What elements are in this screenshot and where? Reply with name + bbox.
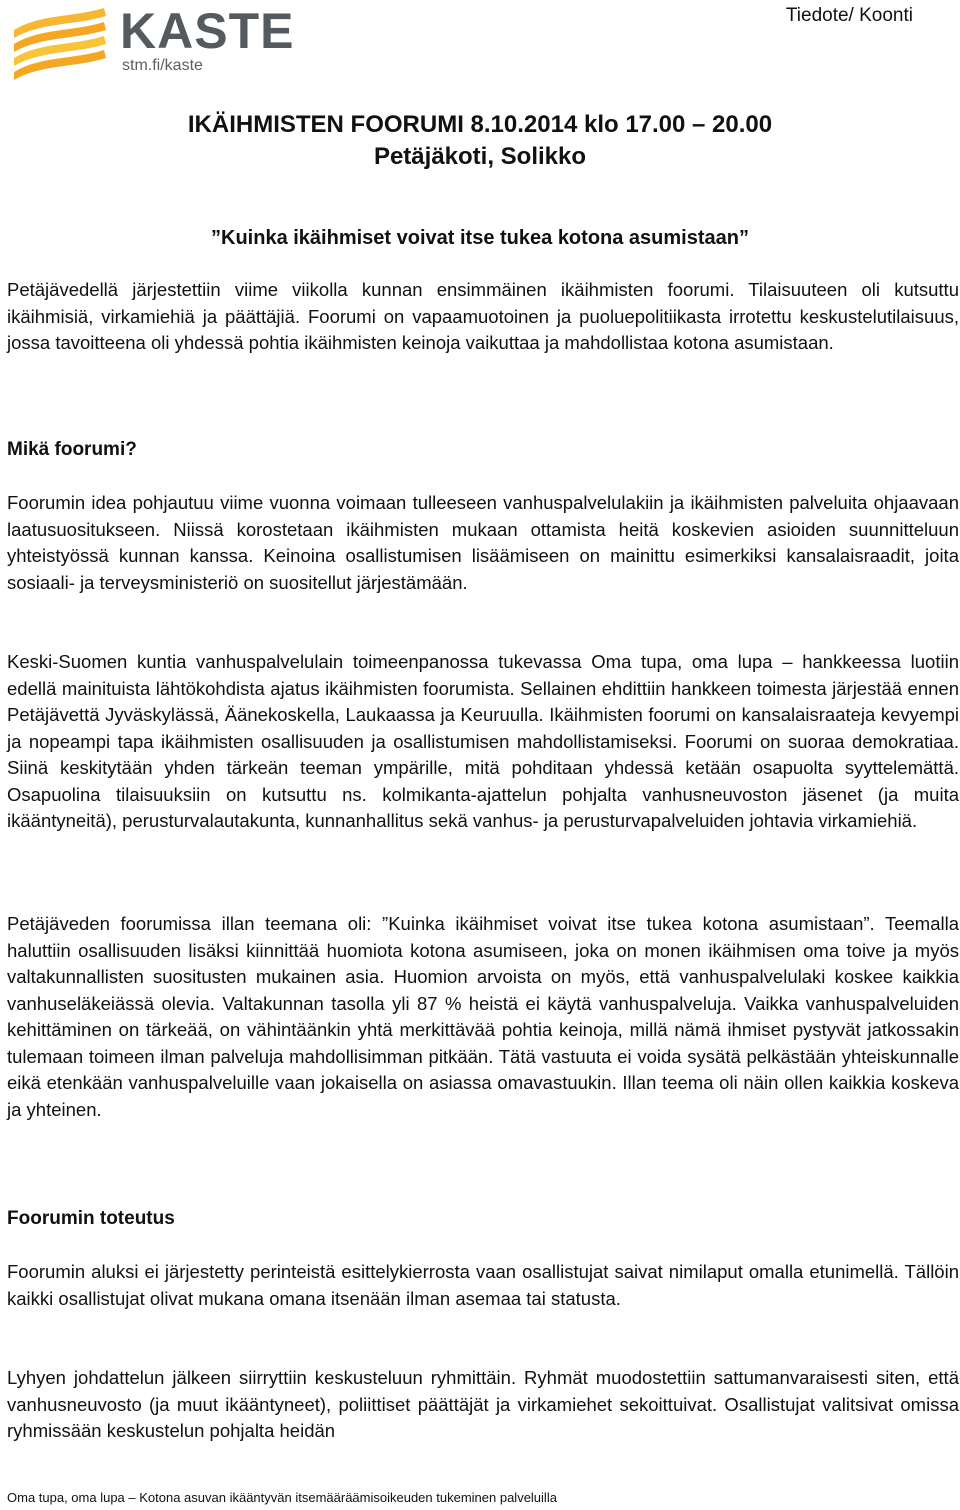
event-location: Petäjäkoti, Solikko bbox=[373, 143, 587, 170]
page-footer: Oma tupa, oma lupa – Kotona asuvan ikääntyvän itsemääräämisoikeuden tukeminen palveluilla bbox=[7, 1490, 557, 1505]
intro-paragraph: Petäjävedellä järjestettiin viime viikolla kunnan ensimmäinen ikäihmisten foorumi. Tilaisuuteen oli kutsuttu ikäihmisiä, virkamiehiä ja päättäjiä. Foorumi on vapaamuotoinen ja puoluepolitiikasta irrotettu keskustelutilaisuus, jossa tavoitteena oli yhdessä pohtia ikäihmisten keinoja vaikuttaa ja mahdollistaa kotona asumistaan. bbox=[7, 279, 959, 353]
page-title: IKÄIHMISTEN FOORUMI 8.10.2014 klo 17.00 – 20.00 bbox=[187, 111, 773, 138]
logo-wordmark: KASTE bbox=[120, 3, 295, 59]
paragraph-forum-background: Keski-Suomen kuntia vanhuspalvelulain toimeenpanossa tukevassa Oma tupa, oma lupa – hankkeessa luotiin edellä mainituista lähtökohdista ajatus ikäihmisten foorumista. Sellainen ehdittiin hankkeen toimesta järjestää ennen Petäjävettä Jyväskylässä, Äänekoskella, Laukaassa ja Keuruulla. Ikäihmisten foorumi on kansalaisraateja kevyempi ja nopeampi tapa ikäihmisten osallisuuden ja osallistumisen mahdollistamiseksi. Foorumi on suoraa demokratiaa. Siinä keskitytään yhden tärkeän teeman ympärille, mitä pohditaan yhdessä ketään osapuolta syyttelemättä. Osapuolina tilaisuuksiin on kutsuttu ns. kolmikanta-ajattelun pohjalta vanhusneuvoston jäsenet (ja muita ikääntyneitä), perusturvalautakunta, kunnanhallitus sekä vanhus- ja perusturvapalveluiden johtavia virkamiehiä. bbox=[7, 651, 959, 831]
section-heading-what-is-forum: Mikä foorumi? bbox=[7, 439, 137, 460]
paragraph-implementation-start: Foorumin aluksi ei järjestetty perinteistä esittelykierrosta vaan osallistujat saivat nimilaput omalla etunimellä. Tällöin kaikki osallistujat olivat mukana omana itsenään ilman asemaa tai statusta. bbox=[7, 1261, 959, 1309]
event-theme: ”Kuinka ikäihmiset voivat itse tukea kotona asumistaan” bbox=[211, 227, 749, 249]
kaste-logo bbox=[10, 3, 295, 86]
paragraph-group-discussion: Lyhyen johdattelun jälkeen siirryttiin keskusteluun ryhmittäin. Ryhmät muodostettiin sattumanvaraisesti siten, että vanhusneuvosto (ja muut ikääntyneet), poliittiset päättäjät ja virkamiehet sekoittuivat. Osallistujat valitsivat omissa ryhmissään keskustelun pohjalta heidän bbox=[7, 1367, 959, 1441]
document-type-label: Tiedote/ Koonti bbox=[785, 5, 913, 26]
paragraph-forum-idea: Foorumin idea pohjautuu viime vuonna voimaan tulleeseen vanhuspalvelulakiin ja ikäihmisten palveluita ohjaavaan laatusuositukseen. Niissä korostetaan ikäihmisten mukaan ottamista heitä koskevien asioiden suunnitteluun yhteistyössä kunnan kanssa. Keinoina osallistumisen lisäämiseen on mainittu esimerkiksi kansalaisraadit, joita sosiaali- ja terveysministeriö on suositellut järjestämään. bbox=[7, 492, 959, 593]
sun-icon bbox=[10, 6, 110, 86]
section-heading-implementation: Foorumin toteutus bbox=[7, 1208, 175, 1229]
paragraph-forum-theme: Petäjäveden foorumissa illan teemana oli: ”Kuinka ikäihmiset voivat itse tukea kotona asumistaan”. Teemalla haluttiin osallisuuden lisäksi kiinnittää huomiota kotona asumiseen, joka on monen ikäihmisen oma toive ja myös valtakunnallisten suositusten mukainen asia. Huomion arvoista on myös, että vanhuspalvelulaki koskee kaikkia vanhuseläkeiässä olevia. Valtakunnan tasolla yli 87 % heistä ei käytä vanhuspalveluja. Vaikka vanhuspalveluiden kehittäminen on tärkeää, on vähintäänkin yhtä merkittävää pohtia keinoja, millä nämä ihmiset pystyvät jatkossakin tulemaan toimeen ilman palveluja mahdollisimman pitkään. Tätä vastuuta ei voida sysätä pelkästään yhteiskunnalle eikä etenkään vanhuspalveluille vaan jokaisella on asiassa omavastuukin. Illan teema oli näin ollen kaikkia koskeva ja yhteinen. bbox=[7, 913, 959, 1120]
logo-url: stm.fi/kaste bbox=[122, 57, 203, 74]
